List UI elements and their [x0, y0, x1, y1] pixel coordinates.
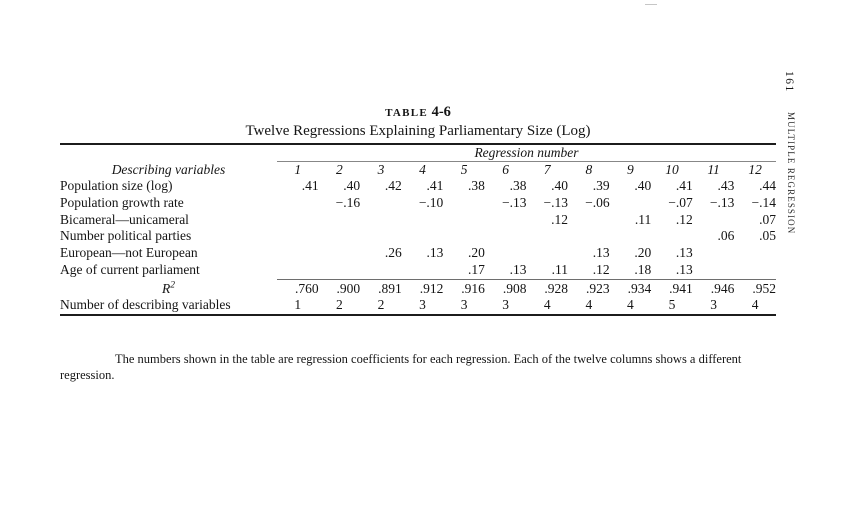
table-cell — [610, 195, 652, 212]
table-cell — [485, 245, 527, 262]
table-cell — [277, 228, 319, 245]
table-cell — [568, 212, 610, 229]
table-cell — [402, 212, 444, 229]
column-header-3: 3 — [377, 162, 385, 177]
table-cell: .12 — [675, 211, 693, 227]
table-cell: .928 — [526, 279, 568, 297]
table-cell: .13 — [509, 261, 527, 277]
table-cell: .20 — [468, 245, 485, 261]
table-cell: .13 — [675, 245, 693, 261]
r-squared-base: R — [162, 280, 171, 296]
table-cell — [277, 195, 319, 212]
table-cell — [319, 228, 361, 245]
column-header-row — [60, 162, 776, 179]
table-cell — [402, 228, 444, 245]
table-cell — [610, 228, 652, 245]
table-cell: −.16 — [335, 194, 361, 210]
table-cell: .06 — [717, 228, 735, 244]
column-header-1: 1 — [294, 162, 302, 177]
table-cell — [443, 212, 485, 229]
table-cell: .916 — [443, 279, 485, 297]
table-cell: −.13 — [709, 194, 735, 210]
table-cell: .900 — [319, 279, 361, 297]
running-head: MULTIPLE REGRESSION — [786, 112, 796, 235]
row-label-r-squared — [60, 279, 277, 297]
regression-table — [60, 143, 776, 316]
table-row — [60, 245, 776, 262]
table-cell: .42 — [384, 178, 402, 193]
table-cell: −.06 — [585, 194, 610, 210]
row-label: Number of describing variables — [60, 297, 231, 313]
table-cell — [277, 262, 319, 279]
table-cell: .40 — [634, 178, 652, 193]
table-caption — [60, 105, 776, 140]
scan-artifact-dash — [645, 4, 657, 5]
column-header-7: 7 — [543, 162, 551, 177]
column-header-12: 12 — [748, 162, 762, 177]
table-cell: .07 — [759, 211, 776, 227]
table-cell: .934 — [610, 279, 652, 297]
row-label: Number political parties — [60, 228, 192, 244]
table-cell: .41 — [675, 178, 693, 193]
table-cell: .05 — [759, 228, 776, 244]
table-caption-word: TABLE — [385, 107, 429, 119]
table-cell: 2 — [335, 297, 343, 313]
table-cell: 5 — [668, 297, 676, 313]
table-cell: .11 — [634, 211, 652, 227]
table-cell — [526, 228, 568, 245]
table-caption-number: 4-6 — [431, 104, 451, 120]
table-cell: .13 — [426, 245, 444, 261]
row-label: Bicameral—unicameral — [60, 211, 189, 227]
table-caption-number-line — [60, 105, 776, 121]
table-cell: .912 — [402, 279, 444, 297]
table-cell — [360, 195, 402, 212]
table-row — [60, 195, 776, 212]
table-cell: 3 — [460, 297, 468, 313]
table-cell — [651, 228, 693, 245]
table-row — [60, 279, 776, 297]
table-cell — [693, 212, 735, 229]
column-header-11: 11 — [707, 162, 720, 177]
stub-header: Describing variables — [111, 161, 226, 177]
table-cell: .946 — [693, 279, 735, 297]
table-cell: .38 — [509, 178, 527, 193]
table-title: Twelve Regressions Explaining Parliamentary Size (Log) — [245, 123, 591, 139]
table-cell: 3 — [419, 297, 426, 313]
table-row — [60, 297, 776, 315]
table-cell: .44 — [759, 178, 776, 193]
table-cell — [485, 212, 527, 229]
footnote-line: regression. — [60, 367, 115, 382]
table-cell: .12 — [592, 261, 610, 277]
column-header-9: 9 — [627, 162, 634, 177]
column-header-5: 5 — [460, 162, 468, 177]
column-header-10: 10 — [665, 162, 679, 177]
table-cell — [319, 245, 361, 262]
table-cell: 3 — [502, 297, 510, 313]
spanner-stub-spacer — [60, 144, 277, 162]
table-cell — [277, 245, 319, 262]
table-cell: .43 — [717, 178, 735, 193]
table-cell: −.07 — [668, 194, 693, 210]
column-header-8: 8 — [585, 162, 593, 177]
table-cell: .891 — [360, 279, 402, 297]
table-cell: −.13 — [543, 194, 569, 210]
table-cell: −.14 — [751, 194, 776, 210]
table-cell: .923 — [568, 279, 610, 297]
column-header-4: 4 — [419, 162, 426, 177]
table-cell: .952 — [734, 279, 776, 297]
table-cell: .760 — [277, 279, 319, 297]
table-cell: .941 — [651, 279, 693, 297]
table-cell: .39 — [592, 178, 610, 193]
table-cell: 3 — [710, 297, 717, 313]
table-cell: 1 — [294, 297, 302, 313]
row-label: European—not European — [60, 245, 198, 261]
table-cell — [734, 262, 776, 279]
table-cell — [443, 195, 485, 212]
table-cell: .40 — [343, 178, 361, 193]
table-cell: .13 — [592, 245, 610, 261]
column-header-2: 2 — [335, 162, 343, 177]
table-cell: 4 — [585, 297, 593, 313]
table-cell — [360, 228, 402, 245]
table-cell: 4 — [751, 297, 759, 313]
table-cell: −.10 — [418, 194, 444, 210]
table-cell — [319, 212, 361, 229]
table-cell — [693, 245, 735, 262]
table-cell — [402, 262, 444, 279]
table-cell — [734, 245, 776, 262]
table-row — [60, 178, 776, 195]
table-cell: .40 — [551, 178, 569, 193]
column-header-6: 6 — [502, 162, 510, 177]
table-cell: .41 — [301, 178, 319, 193]
table-cell: .18 — [634, 261, 652, 277]
table-cell: .11 — [551, 261, 569, 277]
table-row — [60, 228, 776, 245]
table-cell — [526, 245, 568, 262]
table-cell: .41 — [426, 178, 444, 193]
table-cell: 4 — [627, 297, 634, 313]
table-cell: −.13 — [501, 194, 527, 210]
page-number: 161 — [783, 71, 795, 93]
spanner-row — [60, 144, 776, 162]
table-cell — [277, 212, 319, 229]
table-cell: .38 — [468, 178, 485, 193]
row-label: Population size (log) — [60, 178, 173, 193]
table-footnote — [60, 352, 784, 383]
table-cell — [319, 262, 361, 279]
table-cell: .12 — [551, 211, 569, 227]
r-squared-exponent: 2 — [170, 280, 175, 291]
table-cell: .908 — [485, 279, 527, 297]
table-row — [60, 262, 776, 279]
spanner-heading: Regression number — [277, 144, 776, 162]
footnote-line: The numbers shown in the table are regression coefficients for each regression. Each of the twelve columns shows a different — [115, 352, 742, 366]
table-cell: .17 — [468, 261, 485, 277]
row-label: Age of current parliament — [60, 262, 200, 278]
table-cell: .13 — [675, 261, 693, 277]
table-cell — [360, 262, 402, 279]
table-cell: 2 — [377, 297, 385, 313]
table-cell: 4 — [543, 297, 551, 313]
table-row — [60, 212, 776, 229]
table-cell — [360, 212, 402, 229]
table-cell — [443, 228, 485, 245]
table-cell: .26 — [384, 245, 402, 261]
table-cell — [485, 228, 527, 245]
table-cell — [693, 262, 735, 279]
table-cell: .20 — [634, 245, 652, 261]
table-cell — [568, 228, 610, 245]
row-label: Population growth rate — [60, 194, 184, 210]
